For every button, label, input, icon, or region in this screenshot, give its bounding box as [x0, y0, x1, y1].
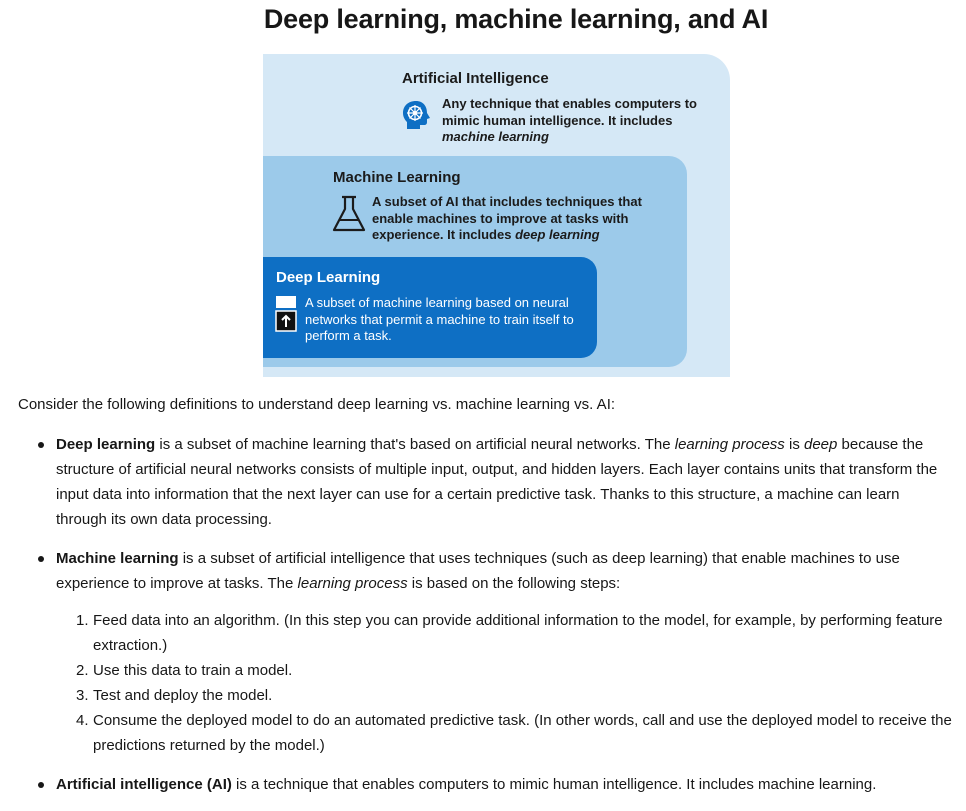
ai-description-text: Any technique that enables computers to mimic human intelligence. It includes: [442, 96, 697, 128]
step-text: Feed data into an algorithm. (In this step you can provide additional information to the model, for example, by performing feature extraction.): [93, 612, 943, 654]
step-number: 2.: [76, 662, 89, 679]
ml-heading: Machine Learning: [333, 169, 461, 186]
list-item-machine-learning: [56, 546, 954, 758]
step-item: [76, 683, 954, 708]
step-item: [76, 658, 954, 683]
step-text: Use this data to train a model.: [93, 662, 293, 679]
flask-icon: [331, 195, 367, 233]
definitions-list: [56, 432, 954, 811]
text: because the structure of artificial neural networks consists of multiple input, output, and hidden layers. Each layer contains units that transform the input data into information that the next layer can use for a certain predictive task. Thanks to this structure, a machine can learn through its own data processing.: [56, 436, 938, 528]
emphasis: learning process: [297, 575, 408, 592]
step-text: Consume the deployed model to do an automated predictive task. (In other words, call and use the deployed model to receive the predictions returned by the model.): [93, 712, 952, 754]
ml-steps-list: [56, 608, 954, 758]
page-title: Deep learning, machine learning, and AI: [263, 4, 769, 34]
text: is a technique that enables computers to mimic human intelligence. It includes machine learning.: [231, 776, 877, 793]
term-deep-learning: Deep learning: [56, 436, 156, 453]
ai-description-emphasis: machine learning: [442, 129, 549, 144]
text: is based on the following steps:: [407, 575, 621, 592]
emphasis: deep: [803, 436, 838, 453]
step-text: Test and deploy the model.: [93, 687, 273, 704]
step-number: 4.: [76, 712, 89, 729]
term-machine-learning: Machine learning: [56, 550, 179, 567]
brain-head-icon: [400, 99, 432, 131]
emphasis: learning process: [674, 436, 785, 453]
ai-description: [442, 96, 712, 146]
text: is a subset of artificial intelligence that uses techniques (such as deep learning) that enable machines to use experience to improve at tasks. The: [56, 550, 900, 592]
ml-description: [372, 194, 672, 244]
dl-heading: Deep Learning: [276, 269, 381, 286]
step-item: [76, 608, 954, 658]
step-item: [76, 708, 954, 758]
step-number: 3.: [76, 687, 89, 704]
ml-description-text: A subset of AI that includes techniques that enable machines to improve at tasks with experience. It includes: [372, 194, 642, 242]
text: is: [784, 436, 804, 453]
intro-text: Consider the following definitions to understand deep learning vs. machine learning vs. AI:: [18, 396, 616, 413]
list-item-artificial-intelligence: [56, 772, 954, 797]
ml-description-emphasis: deep learning: [515, 227, 600, 242]
term-artificial-intelligence: Artificial intelligence (AI): [56, 776, 232, 793]
dl-description: A subset of machine learning based on neural networks that permit a machine to train itself to perform a task.: [305, 295, 574, 343]
ai-heading: Artificial Intelligence: [402, 70, 549, 87]
upload-stack-icon: [275, 296, 297, 332]
text: is a subset of machine learning that's based on artificial neural networks. The: [155, 436, 675, 453]
step-number: 1.: [76, 612, 89, 629]
list-item-deep-learning: [56, 432, 954, 532]
ai-ml-dl-diagram: [263, 54, 730, 377]
